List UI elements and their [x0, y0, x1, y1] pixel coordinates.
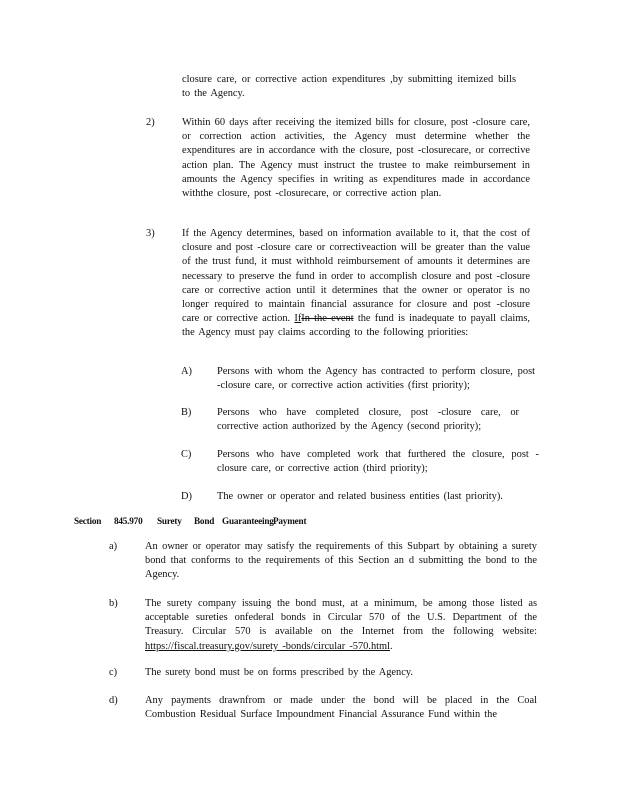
section-title-guaranteeing: Guaranteeing	[222, 516, 274, 526]
section-heading	[74, 514, 306, 528]
section-title-bond: Bond	[194, 516, 215, 526]
priority-a-text: Persons with whom the Agency has contracted to perform closure, post -closure care, or corrective action activities (first priority);	[217, 366, 535, 392]
subsection-b-text: The surety company issuing the bond must, at a minimum, be among those listed as acceptable sureties onfederal bonds in Circular 570 of the U.S. Department of the Treasury. Circular 570 is available on the Internet from the following website:	[145, 598, 537, 638]
subsection-c-letter: c)	[109, 667, 118, 678]
item-3-number: 3)	[146, 228, 155, 239]
item-3-text-rest: the fund is inadequate to payall claims, the Agency must pay claims according to the following priorities:	[182, 313, 531, 339]
subsection-c-text: The surety bond must be on forms prescribed by the Agency.	[145, 667, 413, 678]
section-word: Section	[74, 516, 102, 526]
priority-d-letter: D)	[181, 491, 192, 502]
section-number: 845.970	[114, 516, 143, 526]
item-3-inserted-if: If	[294, 313, 302, 325]
item-3-paragraph	[182, 227, 530, 341]
priority-d-text: The owner or operator and related business entities (last priority).	[217, 491, 503, 502]
priority-b-letter: B)	[181, 407, 192, 418]
section-title-surety: Surety	[157, 516, 182, 526]
subsection-a-letter: a)	[109, 541, 118, 552]
priority-c-letter: C)	[181, 449, 192, 460]
subsection-d-text: Any payments drawnfrom or made under the bond will be placed in the Coal Combustion Residual Surface Impoundment Financial Assurance Fund within the	[145, 695, 537, 721]
priority-a-letter: A)	[181, 366, 192, 377]
section-title-payment: Payment	[273, 516, 307, 526]
subsection-b-letter: b)	[109, 598, 118, 609]
priority-b-text: Persons who have completed closure, post -closure care, or corrective action authorized by the Agency (second priority);	[217, 407, 519, 433]
item-2-number: 2)	[146, 117, 155, 128]
treasury-circular-link[interactable]: https://fiscal.treasury.gov/surety -bonds/circular -570.html	[145, 640, 391, 652]
subsection-d-letter: d)	[109, 695, 118, 706]
subsection-b-url-tail: .	[390, 640, 393, 652]
item-3-text: If the Agency determines, based on information available to it, that the cost of closure and post -closure care or correctiveaction will be greater than the value of the trust fund, it must withhold reimbursement of amounts it determines are necessary to preserve the fund in order to accomplish closure and post -closure care or corrective action until it determines that the owner or operator is no longer required to maintain financial assurance for closure and post -closure care or corrective action.	[182, 228, 530, 325]
item-3-struck-text: In the event	[301, 313, 354, 325]
subsection-a-text: An owner or operator may satisfy the requirements of this Subpart by obtaining a surety bond that conforms to the requirements of this Section an d submitting the bond to the Agency.	[145, 541, 537, 581]
continuation-paragraph: closure care, or corrective action expenditures ,by submitting itemized bills to the Agency.	[182, 74, 516, 100]
priority-c-text: Persons who have completed work that furthered the closure, post -closure care, or corrective action (third priority);	[217, 449, 539, 475]
item-2-paragraph: Within 60 days after receiving the itemized bills for closure, post -closure care, or correction action activities, the Agency must determine whether the expenditures are in accordance with the closure, post -closurecare, or corrective action plan. The Agency must instruct the trustee to make reimbursement in amounts the Agency specifies in writing as expenditures made in accordance withthe closure, post -closurecare, or corrective action plan.	[182, 117, 530, 200]
subsection-b-paragraph	[145, 597, 537, 654]
